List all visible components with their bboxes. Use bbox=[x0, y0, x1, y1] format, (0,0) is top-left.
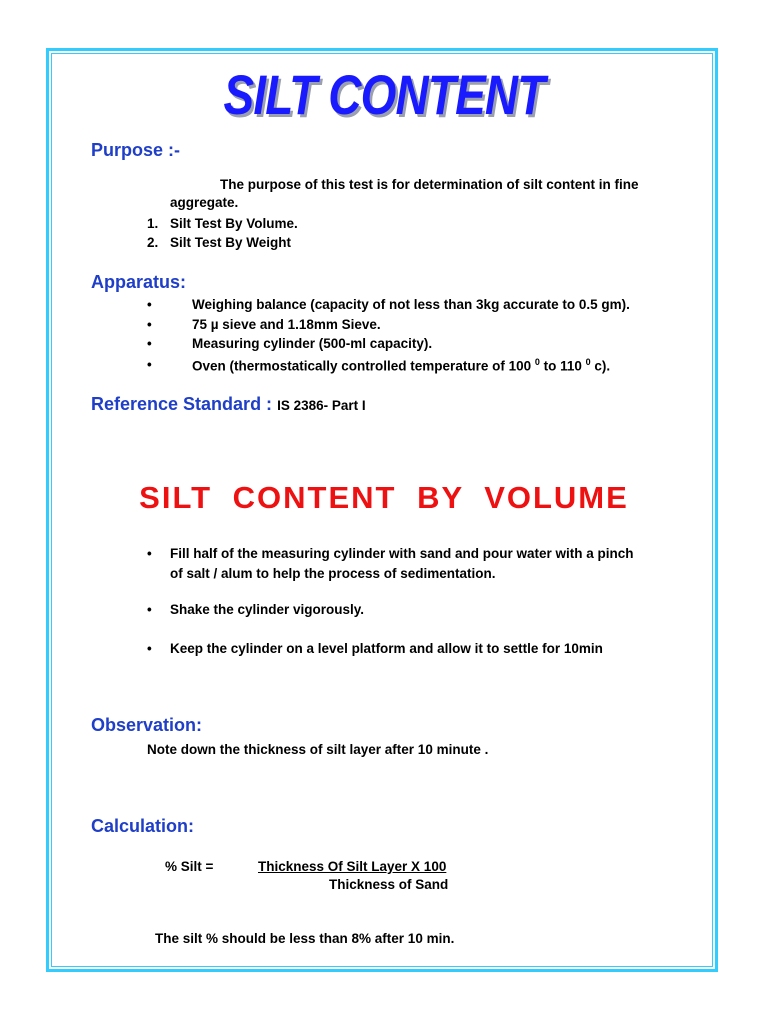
apparatus-item: 75 µ sieve and 1.18mm Sieve. bbox=[192, 317, 381, 332]
step-text-line1: Keep the cylinder on a level platform and allow it to settle for 10min bbox=[170, 641, 603, 656]
reference-standard bbox=[91, 394, 366, 415]
bullet-icon: • bbox=[147, 317, 152, 332]
document-title: SILT CONTENT bbox=[223, 63, 545, 126]
apparatus-item: Weighing balance (capacity of not less than 3kg accurate to 0.5 gm). bbox=[192, 297, 630, 312]
purpose-text-line2: aggregate. bbox=[170, 195, 239, 210]
observation-text: Note down the thickness of silt layer after 10 minute . bbox=[147, 742, 489, 757]
bullet-icon: • bbox=[147, 641, 152, 656]
purpose-text-line1: The purpose of this test is for determination of silt content in fine bbox=[220, 177, 639, 192]
purpose-item-number: 1. bbox=[147, 216, 159, 231]
apparatus-item-oven bbox=[192, 357, 610, 374]
calculation-conclusion: The silt % should be less than 8% after 10 min. bbox=[155, 931, 455, 946]
reference-heading: Reference Standard : bbox=[91, 394, 278, 414]
bullet-icon: • bbox=[147, 336, 152, 351]
degree-superscript: 0 bbox=[534, 357, 540, 367]
oven-text-before: Oven (thermostatically controlled temperature of 100 bbox=[192, 358, 535, 374]
oven-text-after: c). bbox=[590, 358, 611, 374]
bullet-icon: • bbox=[147, 602, 152, 617]
purpose-item-label: Silt Test By Weight bbox=[170, 235, 292, 250]
section-title: SILT CONTENT BY VOLUME bbox=[139, 480, 629, 515]
formula-denominator: Thickness of Sand bbox=[329, 877, 449, 892]
formula-lhs: % Silt = bbox=[165, 859, 214, 874]
bullet-icon: • bbox=[147, 297, 152, 312]
step-text-line2: of salt / alum to help the process of sedimentation. bbox=[170, 566, 496, 581]
formula-numerator: Thickness Of Silt Layer X 100 bbox=[258, 859, 447, 874]
apparatus-heading: Apparatus: bbox=[91, 272, 187, 292]
calculation-heading: Calculation: bbox=[91, 816, 195, 836]
degree-superscript: 0 bbox=[585, 357, 591, 367]
step-text-line1: Shake the cylinder vigorously. bbox=[170, 602, 365, 617]
reference-value: IS 2386- Part I bbox=[277, 398, 366, 413]
oven-text-middle: to 110 bbox=[539, 358, 586, 374]
purpose-item-label: Silt Test By Volume. bbox=[170, 216, 298, 231]
purpose-heading: Purpose :- bbox=[91, 140, 181, 160]
bullet-icon: • bbox=[147, 357, 152, 372]
observation-heading: Observation: bbox=[91, 715, 203, 735]
bullet-icon: • bbox=[147, 546, 152, 561]
apparatus-item: Measuring cylinder (500-ml capacity). bbox=[192, 336, 433, 351]
step-text-line1: Fill half of the measuring cylinder with sand and pour water with a pinch bbox=[170, 546, 634, 561]
purpose-item-number: 2. bbox=[147, 235, 159, 250]
